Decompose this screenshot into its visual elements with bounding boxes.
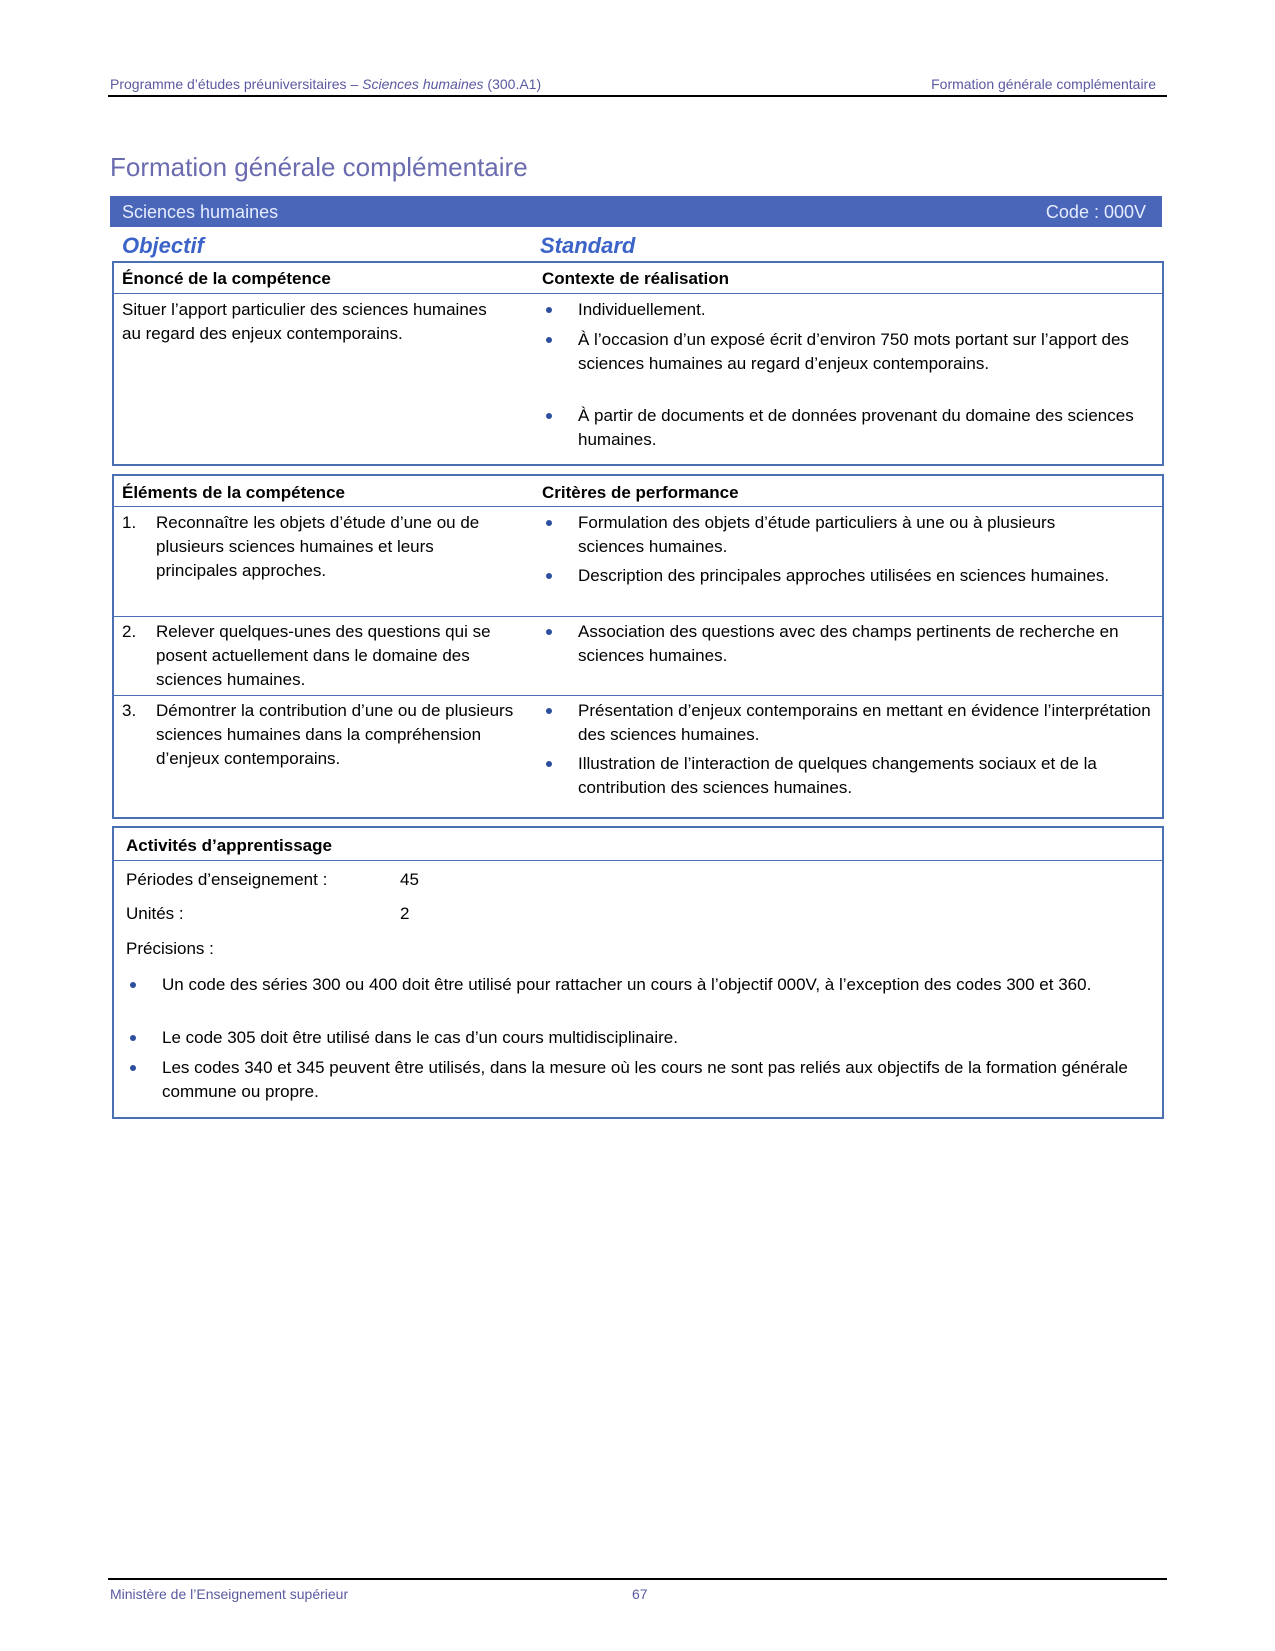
element-number: 2.	[122, 622, 137, 641]
page-number: 67	[632, 1586, 648, 1602]
periods-label: Périodes d’enseignement :	[126, 870, 328, 889]
units-label: Unités :	[126, 904, 184, 923]
elements-table	[112, 474, 1164, 819]
precision-item: Un code des séries 300 ou 400 doit être utilisé pour rattacher un cours à l’objectif 000V, à l’exception des codes 300 et 360.	[126, 973, 1162, 997]
standard-heading: Standard	[540, 233, 636, 258]
precision-item: Les codes 340 et 345 peuvent être utilisés, dans la mesure où les cours ne sont pas reliés aux objectifs de la formation générale commune ou propre.	[126, 1056, 1162, 1104]
criterion-item: Illustration de l’interaction de quelques changements sociaux et de la contribution des sciences humaines.	[542, 752, 1158, 800]
elements-heading: Éléments de la compétence	[122, 483, 345, 502]
competence-table	[112, 261, 1164, 466]
table-divider	[114, 860, 1162, 861]
periods-value: 45	[400, 870, 419, 889]
table-divider	[114, 293, 1162, 294]
precision-item: Le code 305 doit être utilisé dans le cas d’un cours multidisciplinaire.	[126, 1026, 1162, 1050]
footer-ministry: Ministère de l’Enseignement supérieur	[110, 1586, 349, 1602]
running-header-program: Sciences humaines	[362, 76, 484, 92]
subject-code: Code : 000V	[1045, 202, 1146, 222]
running-header-prefix: Programme d’études préuniversitaires –	[110, 76, 363, 92]
criterion-item: Présentation d’enjeux contemporains en mettant en évidence l’interprétation des sciences humaines.	[542, 699, 1158, 747]
running-header-right: Formation générale complémentaire	[931, 76, 1156, 92]
page-title: Formation générale complémentaire	[110, 152, 528, 182]
context-heading: Contexte de réalisation	[542, 269, 730, 288]
precisions-label: Précisions :	[126, 939, 214, 958]
table-divider	[114, 616, 1162, 617]
element-text: Reconnaître les objets d’étude d’une ou de plusieurs sciences humaines et leurs principales approches.	[156, 513, 480, 580]
element-text: Relever quelques-unes des questions qui se posent actuellement dans le domaine des sciences humaines.	[156, 622, 491, 689]
context-item: Individuellement.	[542, 298, 1146, 322]
context-item: À partir de documents et de données provenant du domaine des sciences humaines.	[542, 404, 1146, 452]
element-text: Démontrer la contribution d’une ou de plusieurs sciences humaines dans la compréhension d’enjeux contemporains.	[156, 701, 514, 768]
element-item	[122, 699, 526, 771]
criteria-heading: Critères de performance	[542, 483, 739, 502]
activities-heading: Activités d’apprentissage	[126, 836, 332, 855]
table-divider	[114, 695, 1162, 696]
element-number: 1.	[122, 513, 137, 532]
competence-statement: Situer l’apport particulier des sciences humaines au regard des enjeux contemporains.	[122, 300, 487, 343]
footer-rule	[108, 1578, 1167, 1580]
subject-bar	[110, 196, 1162, 227]
criterion-item: Formulation des objets d’étude particuliers à une ou à plusieurs sciences humaines.	[542, 511, 1098, 559]
criterion-item: Association des questions avec des champs pertinents de recherche en sciences humaines.	[542, 620, 1146, 668]
header-rule	[108, 95, 1167, 97]
activities-table	[112, 826, 1164, 1119]
subject-name: Sciences humaines	[122, 202, 279, 222]
context-item: À l’occasion d’un exposé écrit d’environ 750 mots portant sur l’apport des sciences humaines au regard d’enjeux contemporains.	[542, 328, 1146, 376]
competence-heading: Énoncé de la compétence	[122, 269, 331, 288]
element-item	[122, 511, 516, 583]
running-header-suffix: (300.A1)	[483, 76, 542, 92]
table-divider	[114, 506, 1162, 507]
objectif-heading: Objectif	[122, 233, 204, 258]
criterion-item: Description des principales approches utilisées en sciences humaines.	[542, 564, 1146, 588]
element-number: 3.	[122, 701, 137, 720]
units-value: 2	[400, 904, 410, 923]
running-header-left	[110, 76, 541, 92]
element-item	[122, 620, 516, 692]
